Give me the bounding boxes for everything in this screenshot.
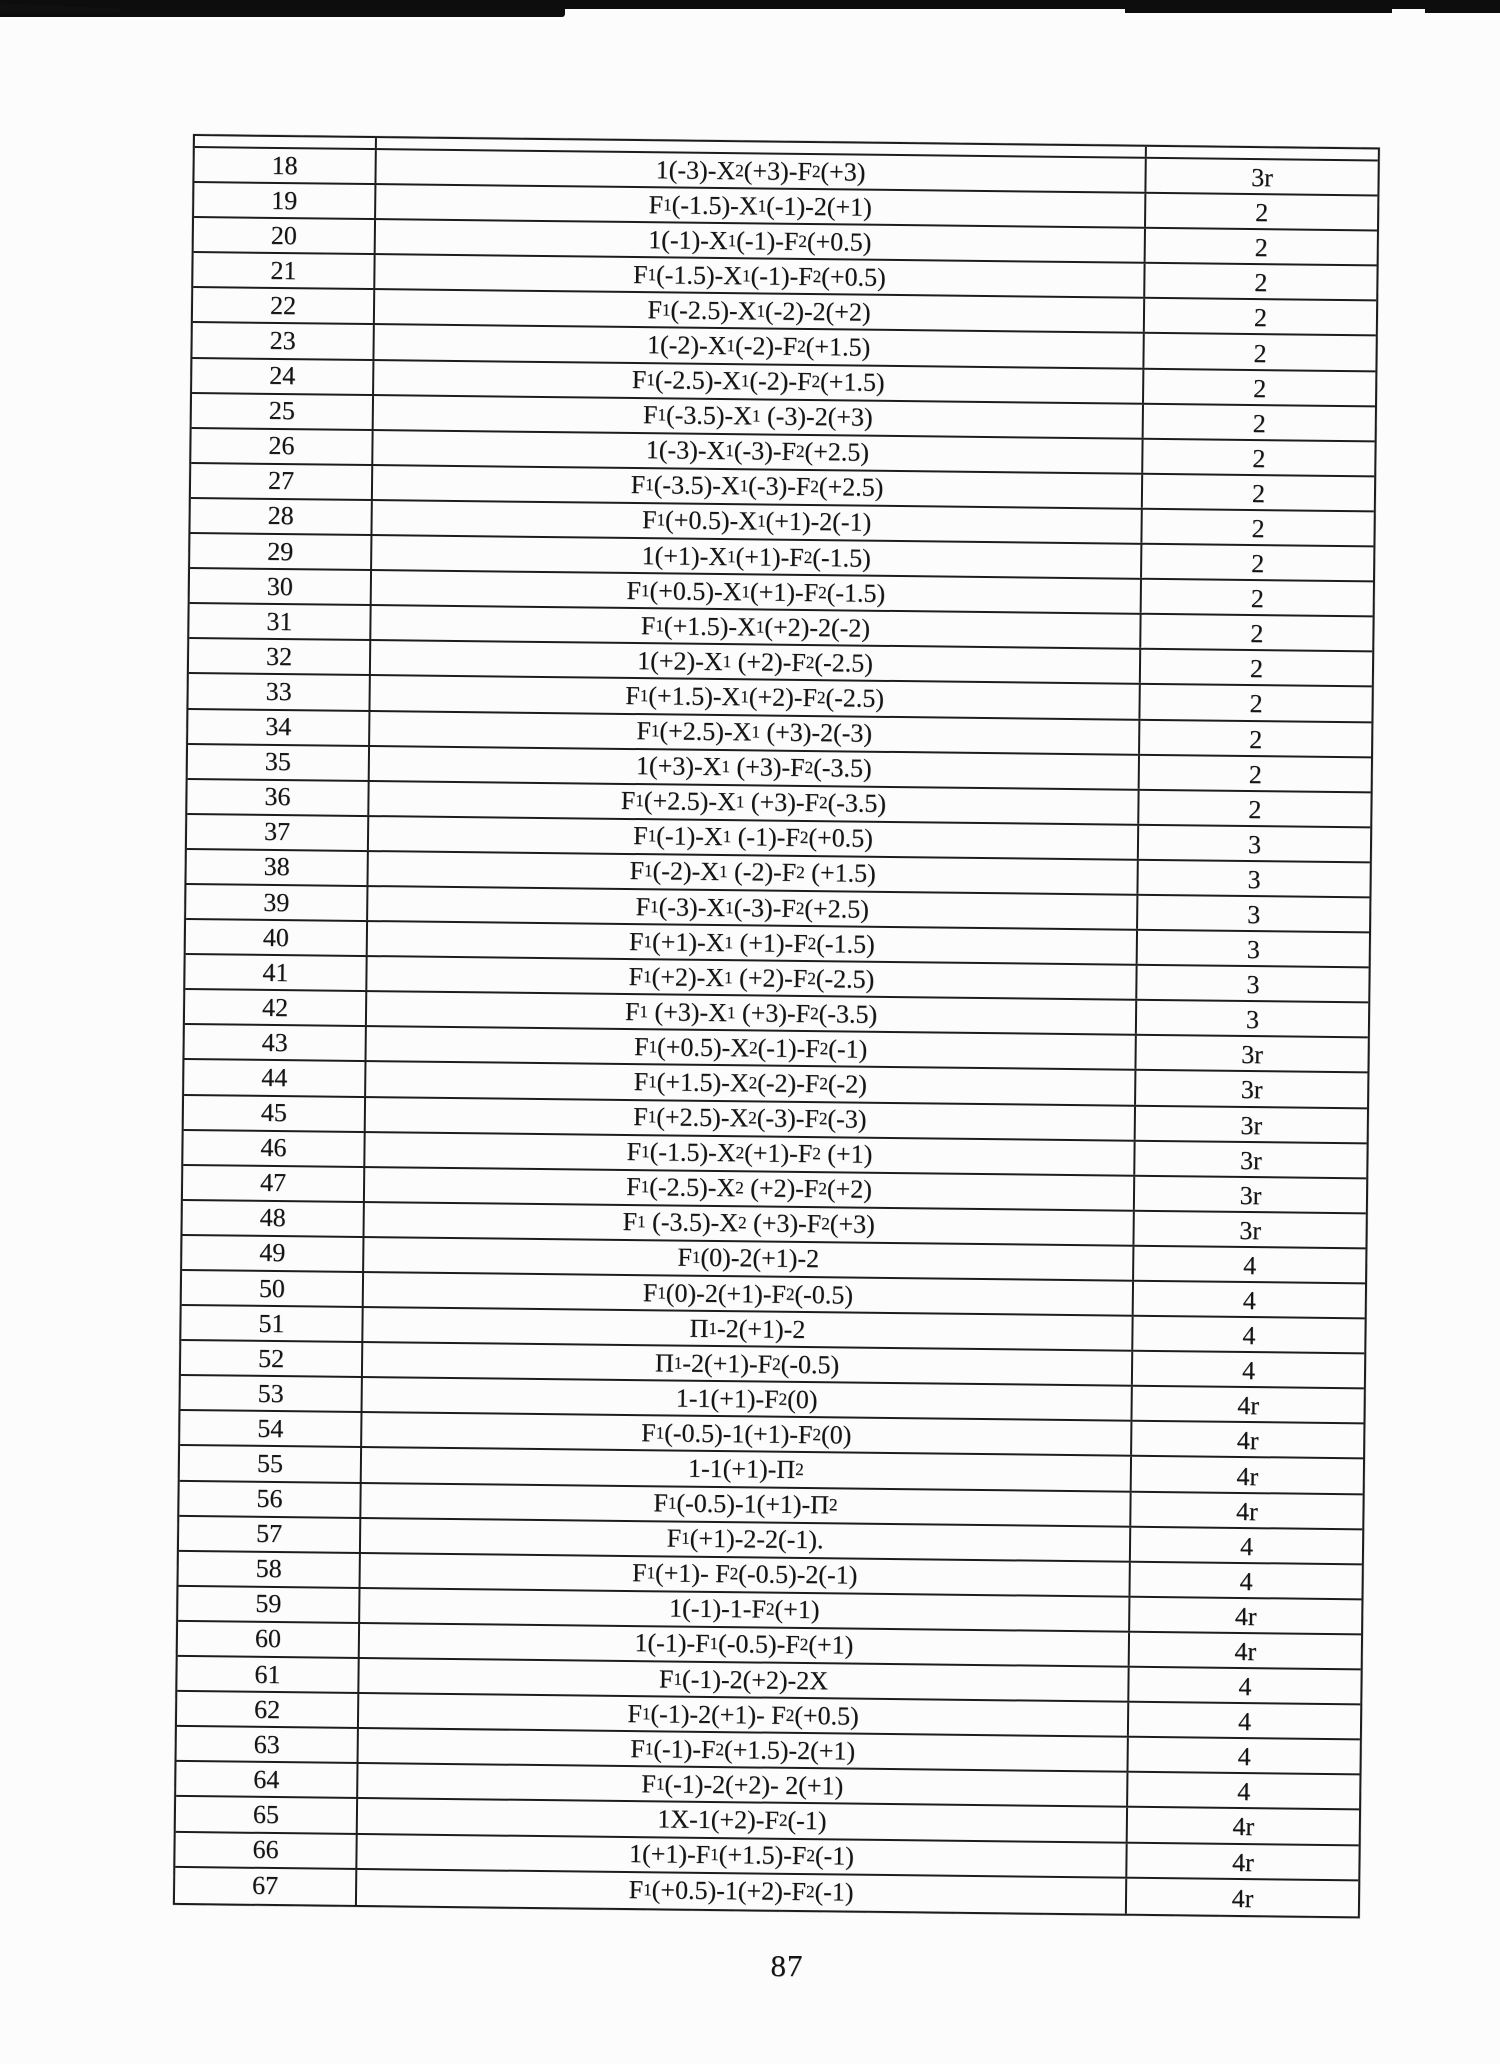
value-cell: 4 [1239,1566,1253,1596]
formula-cell: F 1 (+2.5)-X 1 (+3)-2(-3) [370,712,1140,754]
value-cell: 4r [1231,1883,1254,1913]
row-number-cell: 66 [175,1832,357,1867]
formula-cell: 1(+1)-X 1 (+1)-F 2 (-1.5) [372,536,1142,578]
row-number-cell: 19 [194,183,376,218]
value-cell: 3r [1251,163,1274,193]
row-number-cell: 28 [190,499,372,534]
value-cell: 3 [1246,935,1260,965]
formula-cell: 1X-1(+2)-F 2 (-1) [358,1799,1128,1841]
row-number-cell: 42 [185,990,367,1025]
row-number-cell: 59 [178,1587,360,1622]
row-number-cell: 30 [190,569,372,604]
value-cell: 2 [1250,619,1264,649]
formula-cell: 1(+1)-F 1 (+1.5)-F 2 (-1) [357,1834,1127,1876]
row-number-cell: 52 [181,1341,363,1376]
formula-cell: F 1 (-1)-2(+1)- F 2 (+0.5) [359,1694,1129,1736]
value-cell: 3r [1240,1110,1263,1140]
row-number-cell: 33 [188,674,370,709]
page-number: 87 [770,1948,804,1983]
formula-cell: F 1 (-2.5)-X 2 (+2)-F 2 (+2) [365,1168,1135,1210]
row-number-cell: 32 [189,639,371,674]
formula-cell: F 1 (+1)- F 2 (-0.5)-2(-1) [361,1554,1131,1596]
row-number-cell: 44 [184,1060,366,1095]
value-cell: 4r [1234,1636,1257,1667]
formula-cell: 1(+2)-X 1 (+2)-F 2 (-2.5) [371,641,1141,683]
formula-cell: F 1 (-1)-2(+2)-2X [359,1659,1129,1701]
value-cell: 2 [1253,373,1267,403]
row-number-cell: 53 [181,1376,363,1411]
formula-cell: F 1 (-2)-X 1 (-2)-F 2 (+1.5) [368,852,1138,894]
value-cell [1147,147,1378,160]
row-number-cell: 34 [188,709,370,744]
formula-cell: Π 1 -2(+1)-2 [363,1308,1133,1350]
value-cell: 2 [1249,689,1263,719]
formula-cell: F 1 (+1.5)-X 2 (-2)-F 2 (-2) [366,1062,1136,1104]
row-number-cell: 25 [192,394,374,429]
row-number-cell: 47 [183,1166,365,1201]
row-number-cell: 58 [179,1552,361,1587]
value-cell: 2 [1248,794,1262,824]
row-number-cell: 60 [178,1622,360,1657]
row-number-cell: 31 [189,604,371,639]
value-cell: 4 [1238,1672,1252,1702]
formula-cell: F 1 (-1)-X 1 (-1)-F 2 (+0.5) [369,817,1139,859]
row-number-cell [195,136,377,148]
formula-cell: 1(-1)-X 1 (-1)-F 2 (+0.5) [376,220,1146,262]
value-cell: 4r [1237,1391,1260,1421]
formula-cell: F 1 (-0.5)-1(+1)-F 2 (0) [362,1413,1132,1455]
formula-cell: F 1 (-1)-F 2 (+1.5)-2(+1) [359,1729,1129,1771]
formula-cell: 1(+3)-X 1 (+3)-F 2 (-3.5) [370,747,1140,789]
row-number-cell: 18 [194,148,376,183]
row-number-cell: 38 [187,850,369,885]
formula-cell: 1(-3)-X 2 (+3)-F 2 (+3) [376,150,1146,192]
row-number-cell: 26 [191,429,373,464]
value-cell: 4 [1242,1286,1256,1316]
formula-cell: F 1 (+2.5)-X 2 (-3)-F 2 (-3) [366,1098,1136,1140]
formula-cell: F 1 (0)-2(+1)-F 2 (-0.5) [364,1273,1134,1315]
row-number-cell: 51 [181,1306,363,1341]
formula-cell: F 1 (-2.5)-X 1 (-2)-2(+2) [375,290,1145,332]
value-cell: 3r [1240,1075,1263,1105]
row-number-cell: 27 [191,464,373,499]
row-number-cell: 39 [186,885,368,920]
formula-cell: F 1 (-3.5)-X 2 (+3)-F 2 (+3) [365,1203,1135,1245]
row-number-cell: 64 [176,1762,358,1797]
value-cell: 4r [1236,1461,1259,1491]
value-cell: 3r [1241,1040,1264,1070]
scan-artifact-top-bar-right [1425,0,1500,13]
row-number-cell: 50 [182,1271,364,1306]
row-number-cell: 54 [180,1411,362,1446]
row-number-cell: 62 [177,1692,359,1727]
value-cell: 2 [1254,233,1268,263]
value-cell: 2 [1254,268,1268,298]
row-number-cell: 21 [193,253,375,288]
row-number-cell: 46 [183,1131,365,1166]
row-number-cell: 36 [187,780,369,815]
formula-cell: F 1 (+1.5)-X 1 (+2)-2(-2) [371,606,1141,648]
value-cell: 3r [1239,1145,1262,1175]
value-cell: 3 [1246,970,1260,1000]
formula-cell: F 1 (-2.5)-X 1 (-2)-F 2 (+1.5) [374,361,1144,403]
row-number-cell: 23 [192,323,374,358]
formula-cell: 1-1(+1)-F 2 (0) [363,1378,1133,1420]
value-cell: 4r [1235,1496,1258,1526]
formula-cell: F 1 (-1)-2(+2)- 2(+1) [358,1764,1128,1806]
formula-cell: F 1 (0)-2(+1)-2 [364,1238,1134,1280]
formula-cell: F 1 (-3.5)-X 1 (-3)-F 2 (+2.5) [373,466,1143,508]
formula-cell: F 1 (-1.5)-X 1 (-1)-F 2 (+0.5) [375,255,1145,297]
row-number-cell: 67 [175,1868,357,1905]
formula-cell: F 1 (-3)-X 1 (-3)-F 2 (+2.5) [368,887,1138,929]
row-number-cell: 22 [193,288,375,323]
value-cell: 3 [1247,900,1261,930]
row-number-cell: 48 [183,1201,365,1236]
value-cell: 2 [1248,759,1262,789]
row-number-cell: 49 [182,1236,364,1271]
row-number-cell: 61 [177,1657,359,1692]
row-number-cell: 56 [179,1481,361,1516]
value-cell: 3 [1247,829,1262,859]
value-cell: 4r [1232,1812,1255,1842]
row-number-cell: 55 [180,1446,362,1481]
row-number-cell: 35 [188,745,370,780]
row-number-cell: 29 [190,534,372,569]
row-number-cell: 24 [192,359,374,394]
formula-cell: F 1 (+3)-X 1 (+3)-F 2 (-3.5) [367,992,1137,1034]
formula-cell: F 1 (+0.5)-X 1 (+1)-2(-1) [372,501,1142,543]
value-cell: 4 [1243,1250,1257,1281]
value-cell: 2 [1252,408,1266,438]
formula-cell: F 1 (+0.5)-X 1 (+1)-F 2 (-1.5) [372,571,1142,613]
formula-cell: 1-1(+1)-Π 2 [362,1448,1132,1490]
row-number-cell: 63 [177,1727,359,1762]
formula-cell: F 1 (+1)-X 1 (+1)-F 2 (-1.5) [368,922,1138,964]
scan-artifact-top-bar-mid [1125,0,1392,13]
formula-cell: F 1 (+2.5)-X 1 (+3)-F 2 (-3.5) [369,782,1139,824]
row-number-cell: 37 [187,815,369,850]
value-cell: 2 [1253,338,1267,368]
value-cell: 4r [1234,1601,1257,1632]
value-cell: 2 [1255,198,1269,228]
value-cell: 3r [1239,1180,1262,1210]
value-cell: 4r [1231,1847,1254,1877]
formula-cell: F 1 (+0.5)-1(+2)-F 2 (-1) [357,1870,1127,1914]
formula-cell: F 1 (-1.5)-X 1 (-1)-2(+1) [376,185,1146,227]
value-cell: 4 [1237,1742,1251,1772]
value-cell: 3 [1245,1005,1260,1035]
value-cell: 2 [1249,654,1264,684]
formula-cell: F 1 (-1.5)-X 2 (+1)-F 2 (+1) [365,1133,1135,1175]
value-cell: 2 [1251,514,1265,544]
row-number-cell: 20 [194,218,376,253]
value-cell: 2 [1253,303,1268,333]
formula-cell: 1(-1)-F 1 (-0.5)-F 2 (+1) [360,1624,1130,1666]
row-number-cell: 43 [185,1025,367,1060]
formula-cell: F 1 (-0.5)-1(+1)-Π 2 [361,1484,1131,1526]
value-cell: 4r [1236,1426,1259,1456]
value-cell: 2 [1250,584,1264,614]
formula-cell: F 1 (+1)-2-2(-1). [361,1519,1131,1561]
formula-cell: F 1 (+1.5)-X 1 (+2)-F 2 (-2.5) [370,676,1140,718]
value-cell: 4 [1241,1356,1256,1386]
formula-cell: F 1 (+2)-X 1 (+2)-F 2 (-2.5) [367,957,1137,999]
row-number-cell: 41 [185,955,367,990]
row-number-cell: 45 [184,1095,366,1130]
design-runs-table [173,134,1380,1918]
value-cell: 2 [1249,724,1263,754]
value-cell: 4 [1239,1531,1254,1561]
formula-cell: F 1 (-3.5)-X 1 (-3)-2(+3) [374,396,1144,438]
value-cell: 2 [1251,478,1266,509]
value-cell: 4 [1237,1707,1252,1737]
value-cell: 3 [1247,864,1261,895]
value-cell: 3r [1239,1215,1262,1246]
row-number-cell: 57 [179,1517,361,1552]
value-cell: 4 [1242,1321,1256,1351]
formula-cell: 1(-2)-X 1 (-2)-F 2 (+1.5) [374,326,1144,368]
value-cell: 2 [1252,443,1266,473]
row-number-cell: 40 [186,920,368,955]
value-cell: 4 [1237,1777,1251,1807]
formula-cell: 1(-3)-X 1 (-3)-F 2 (+2.5) [373,431,1143,473]
value-cell: 2 [1251,549,1265,579]
row-number-cell: 65 [176,1797,358,1832]
formula-cell: 1(-1)-1-F 2 (+1) [360,1589,1130,1631]
formula-cell: F 1 (+0.5)-X 2 (-1)-F 2 (-1) [367,1027,1137,1069]
formula-cell: Π 1 -2(+1)-F 2 (-0.5) [363,1343,1133,1385]
